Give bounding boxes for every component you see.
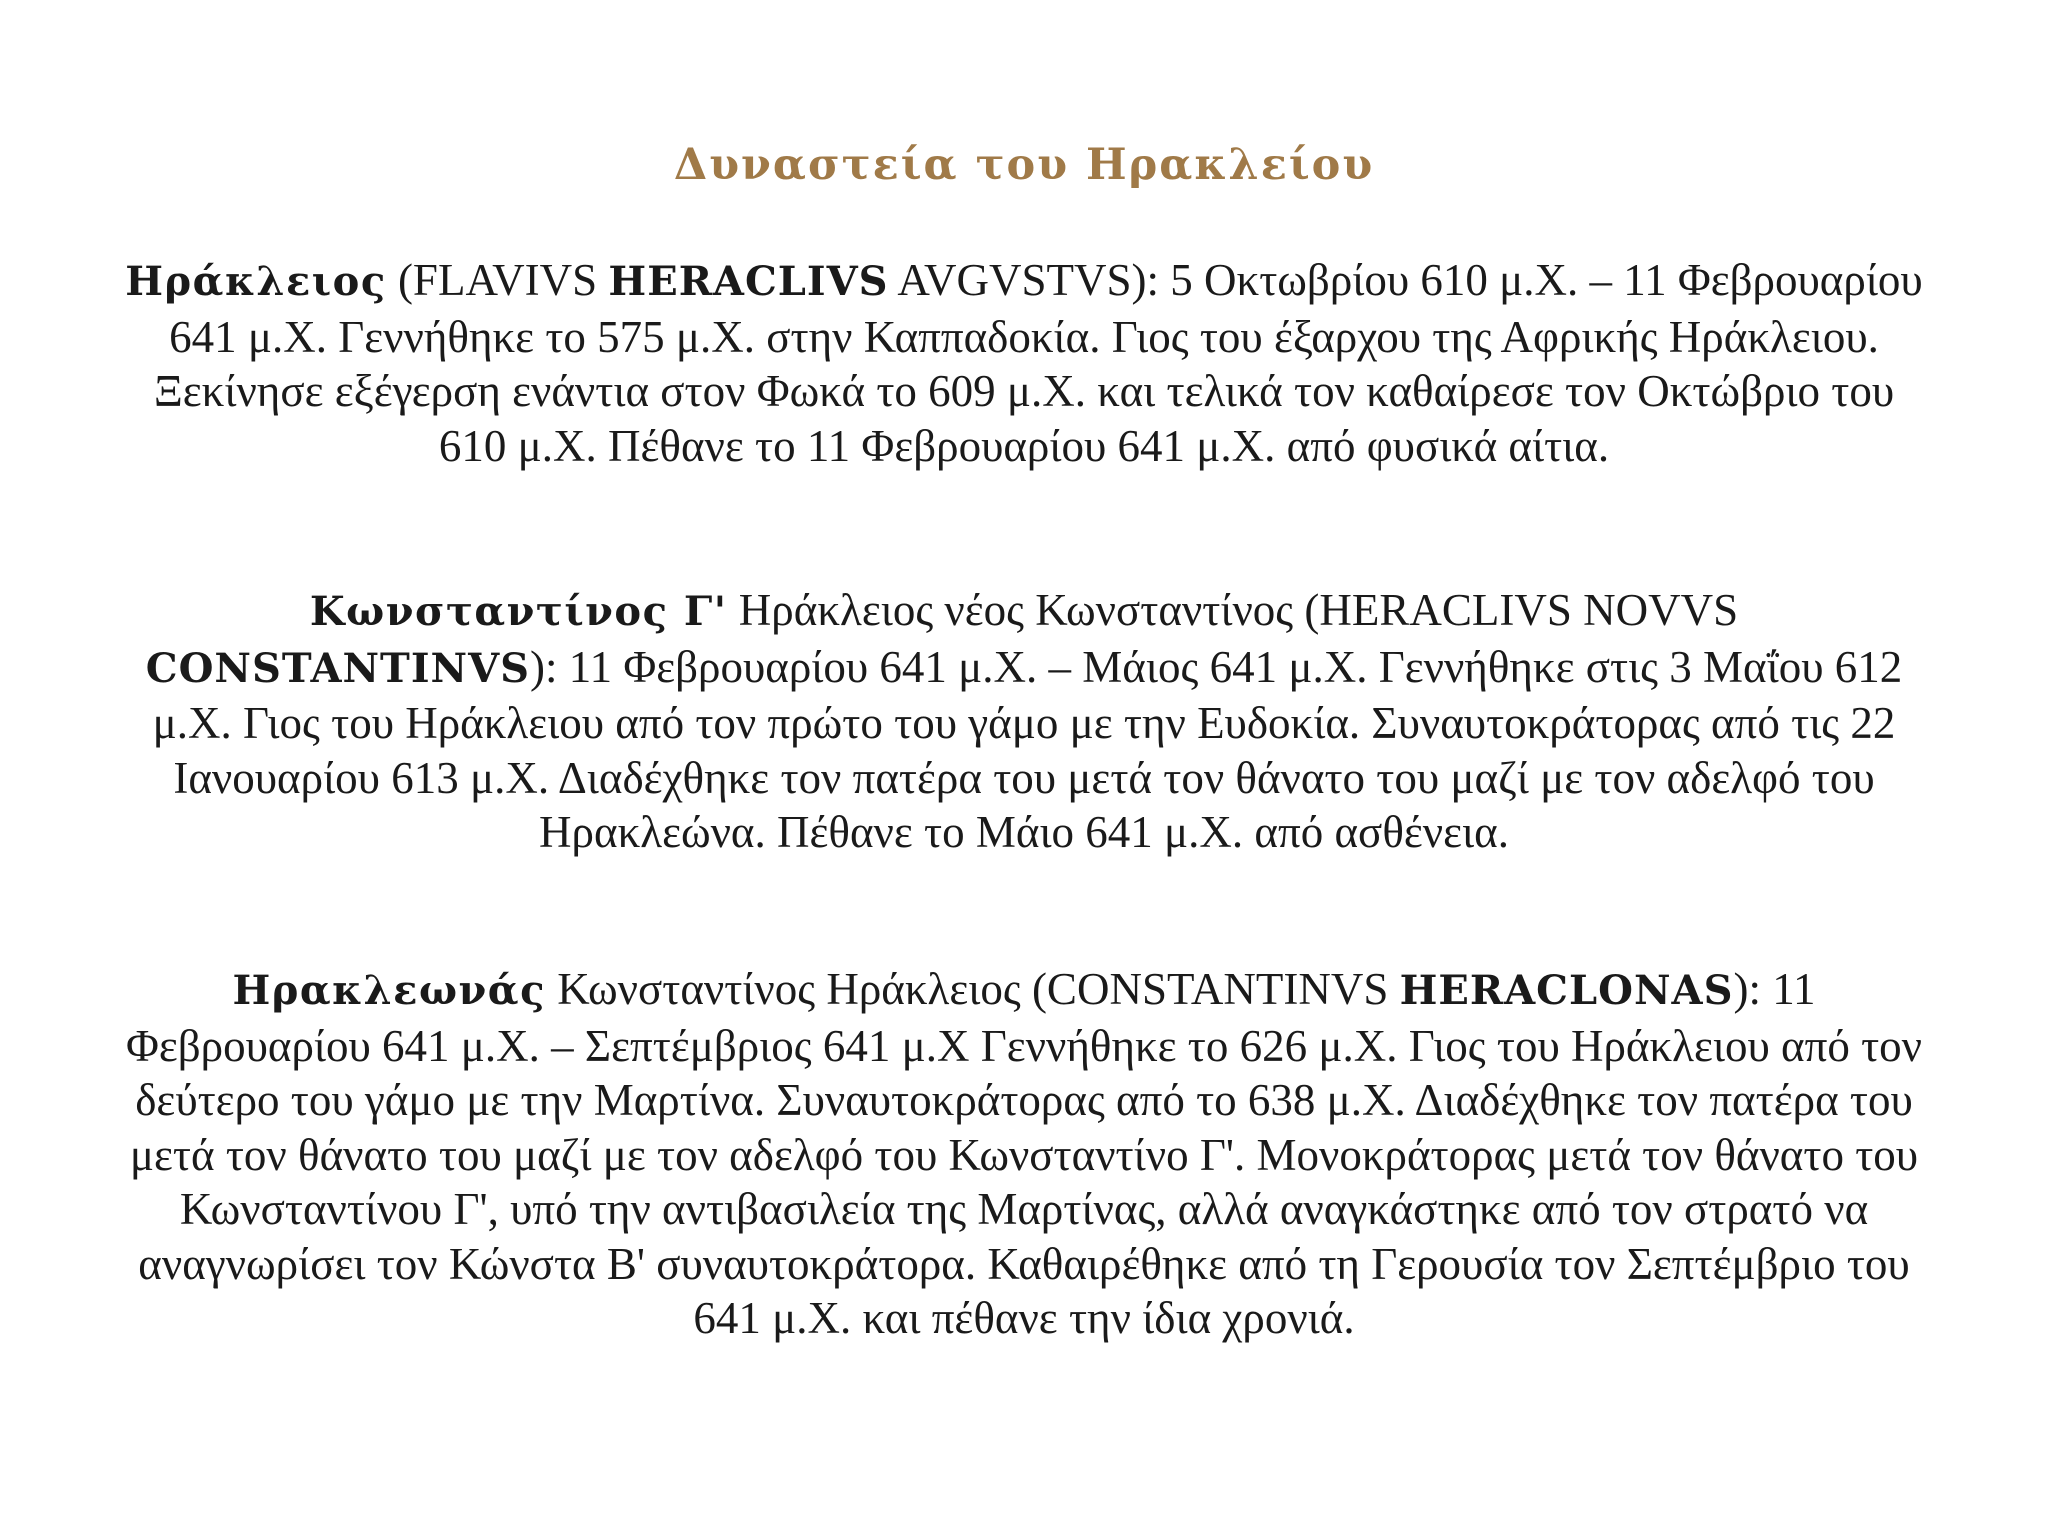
entry-text: Ηράκλειος νέος Κωνσταντίνος (HERACLIVS NOVVS	[727, 585, 1739, 635]
page-title: Δυναστεία του Ηρακλείου	[673, 140, 1375, 190]
emperor-name: Ηράκλειος	[125, 258, 387, 305]
latin-name-bold: CONSTANTINVS	[145, 644, 531, 692]
entry-text: ): 11 Φεβρουαρίου 641 μ.Χ. – Σεπτέμβριος 641 μ.Χ Γεννήθηκε το 626 μ.Χ. Γιος του Ηράκλειου από τον δεύτερο του γάμο με την Μαρτίνα. Συναυτοκράτορας από το 638 μ.Χ. Διαδέχθηκε τον πατέρα του μετά τον θάνατο του μαζί με τον αδελφό του Κωνσταντίνο Γ'. Μονοκράτορας μετά τον θάνατο του Κωνσταντίνου Γ', υπό την αντιβασιλεία της Μαρτίνας, αλλά αναγκάστηκε από τον στρατό να αναγνωρίσει τον Κώνστα Β' συναυτοκράτορα. Καθαιρέθηκε από τη Γερουσία τον Σεπτέμβριο του 641 μ.Χ. και πέθανε την ίδια χρονιά.	[125, 964, 1923, 1343]
emperor-name: Κωνσταντίνος Γ'	[309, 588, 728, 635]
entry-text: ): 11 Φεβρουαρίου 641 μ.Χ. – Μάιος 641 μ.Χ. Γεννήθηκε στις 3 Μαΐου 612 μ.Χ. Γιος του Ηράκλειου από τον πρώτο του γάμο με την Ευδοκία. Συναυτοκράτορας από τις 22 Ιανουαρίου 613 μ.Χ. Διαδέχθηκε τον πατέρα του μετά τον θάνατο του μαζί με τον αδελφό του Ηρακλεώνα. Πέθανε το Μάιο 641 μ.Χ. από ασθένεια.	[152, 641, 1903, 857]
entry-text: AVGVSTVS): 5 Οκτωβρίου 610 μ.Χ. – 11 Φεβρουαρίου 641 μ.Χ. Γεννήθηκε το 575 μ.Χ. στην Καππαδοκία. Γιος του έξαρχου της Αφρικής Ηράκλειου. Ξεκίνησε εξέγερση ενάντια στον Φωκά το 609 μ.Χ. και τελικά τον καθαίρεσε τον Οκτώβριο του 610 μ.Χ. Πέθανε το 11 Φεβρουαρίου 641 μ.Χ. από φυσικά αίτια.	[153, 255, 1923, 471]
entry-text: (FLAVIVS	[386, 255, 609, 305]
latin-name-bold: HERACLIVS	[608, 258, 889, 305]
emperor-entry-heraclius	[120, 253, 1928, 473]
latin-name-bold: HERACLONAS	[1399, 967, 1734, 1014]
emperor-entry-constantine-iii	[120, 583, 1928, 860]
emperor-name: Ηρακλεωνάς	[232, 967, 546, 1014]
entry-text: Κωνσταντίνος Ηράκλειος (CONSTANTINVS	[545, 964, 1400, 1014]
emperor-entry-heraklonas	[120, 962, 1928, 1346]
